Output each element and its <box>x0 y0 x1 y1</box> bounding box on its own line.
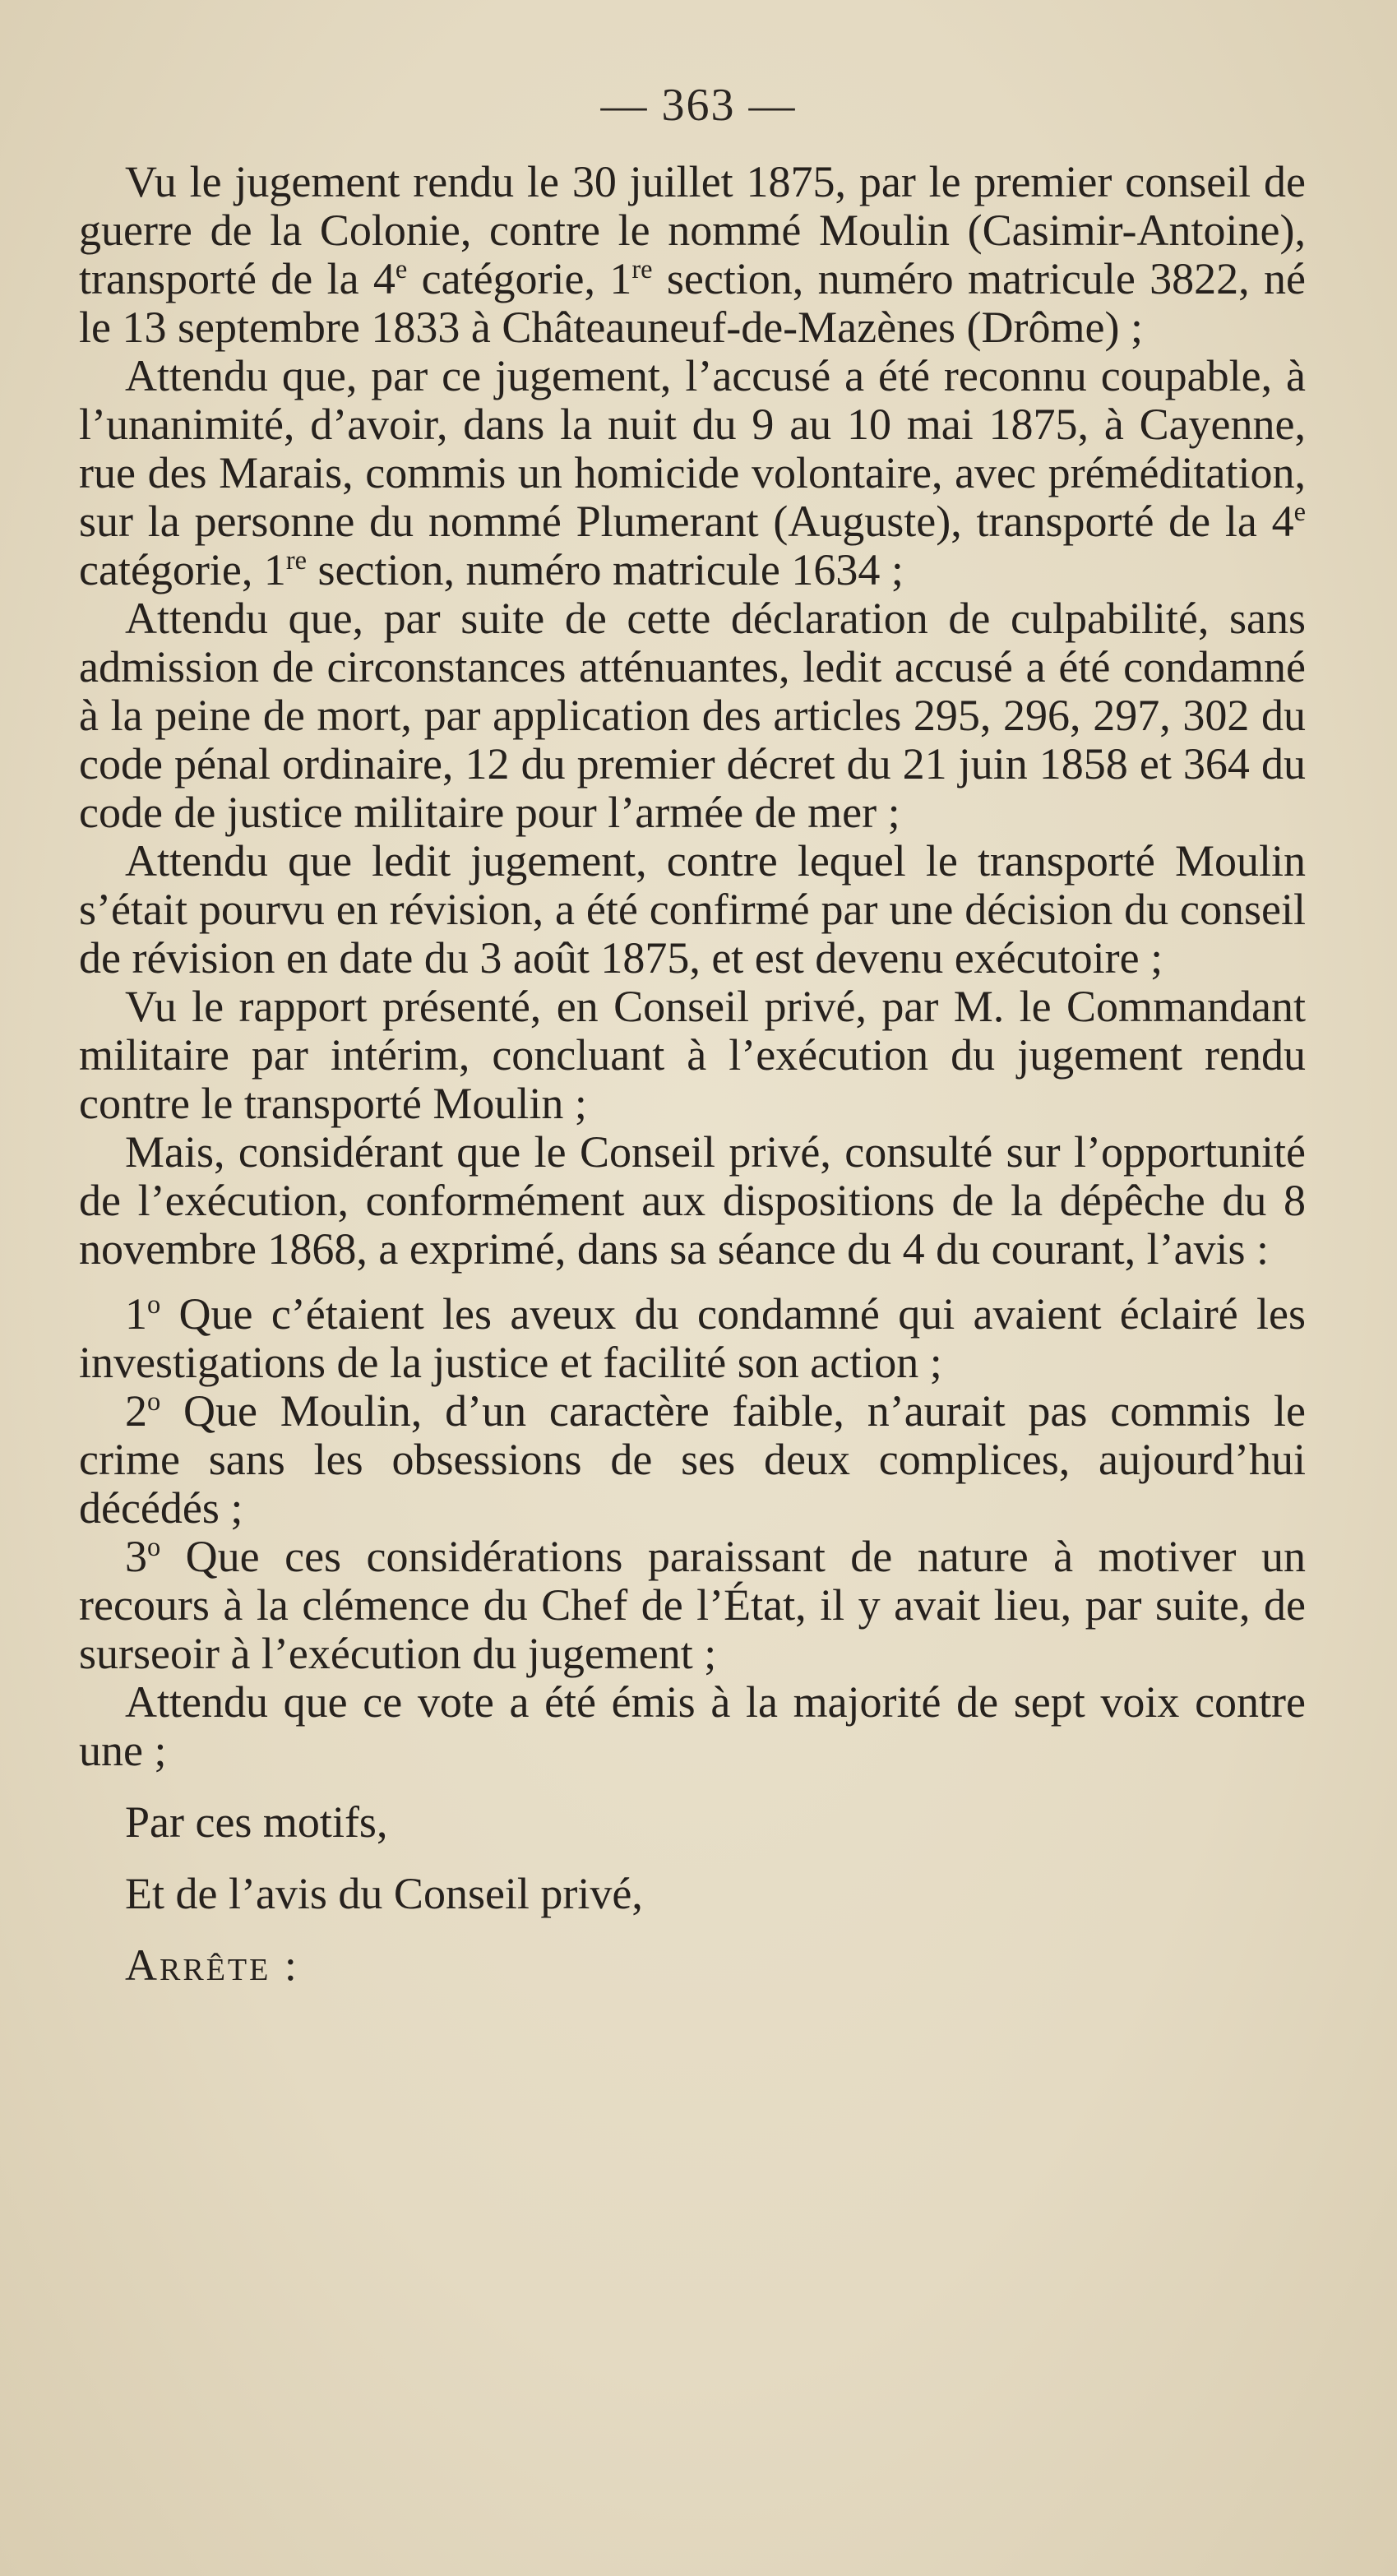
paragraph-attendu-vote: Attendu que ce vote a été émis à la majorité de sept voix contre une ; <box>79 1677 1306 1775</box>
paragraph-point-3 <box>79 1533 1306 1678</box>
paragraph-mais-considerant: Mais, considérant que le Conseil privé, consulté sur l’opportunité de l’exécution, conformément aux dispositions de la dépêche du 8 novembre 1868, a exprimé, dans sa séance du 4 du courant, l’avis : <box>79 1127 1306 1274</box>
paragraph-text: catégorie, 1 <box>79 545 286 594</box>
paragraph-attendu-revision: Attendu que ledit jugement, contre lequel le transporté Moulin s’était pourvu en révision, a été confirmé par une décision du conseil de révision en date du 3 août 1875, et est devenu exécutoire ; <box>79 836 1306 983</box>
paragraph-vu-rapport: Vu le rapport présenté, en Conseil privé, par M. le Commandant militaire par intérim, concluant à l’exécution du jugement rendu contre le transporté Moulin ; <box>79 982 1306 1128</box>
paragraph-point-1 <box>79 1290 1306 1387</box>
superscript: e <box>395 255 408 284</box>
item-number: 1 <box>125 1289 147 1339</box>
paragraph-vu-jugement <box>79 158 1306 352</box>
paragraph-avis-conseil: Et de l’avis du Conseil privé, <box>125 1869 643 1918</box>
paragraph-text: Vu le jugement rendu le 30 juillet 1875, par le premier conseil de guerre de la Colonie, contre le nommé Moulin (Casimir-Antoine), transporté de la 4 <box>79 157 1306 303</box>
paragraph-text: Attendu que, par ce jugement, l’accusé a été reconnu coupable, à l’unanimité, d’avoir, dans la nuit du 9 au 10 mai 1875, à Cayenne, rue des Marais, commis un homicide volontaire, avec préméditation, sur la personne du nommé Plumerant (Auguste), transporté de la 4 <box>79 351 1306 546</box>
paragraph-par-ces-motifs: Par ces motifs, <box>125 1797 388 1847</box>
superscript: re <box>631 255 653 284</box>
paragraph-text: Que Moulin, d’un caractère faible, n’aurait pas commis le crime sans les obsessions de ses deux complices, aujourd’hui décédés ; <box>79 1386 1306 1533</box>
paragraph-arrete: Arrête : <box>125 1940 299 1990</box>
paragraph-text: Que c’étaient les aveux du condamné qui avaient éclairé les investigations de la justice et facilité son action ; <box>79 1289 1306 1387</box>
paragraph-text: section, numéro matricule 3822, né le 13 septembre 1833 à Châteauneuf-de-Mazènes (Drôme) ; <box>79 254 1306 352</box>
item-number: 3 <box>125 1532 147 1581</box>
superscript: re <box>285 546 308 576</box>
paragraph-text: Que ces considérations paraissant de nature à motiver un recours à la clémence du Chef de l’État, il y avait lieu, par suite, de surseoir à l’exécution du jugement ; <box>79 1532 1306 1678</box>
paragraph-attendu-condamne: Attendu que, par suite de cette déclaration de culpabilité, sans admission de circonstances atténuantes, ledit accusé a été condamné à la peine de mort, par application des articles 295, 296, 297, 302 du code pénal ordinaire, 12 du premier décret du 21 juin 1858 et 364 du code de justice militaire pour l’armée de mer ; <box>79 594 1306 837</box>
superscript: e <box>1293 497 1306 527</box>
item-number: 2 <box>125 1386 147 1436</box>
page-number: — 363 — <box>600 80 797 131</box>
body-text <box>79 158 1306 1990</box>
paragraph-attendu-coupable <box>79 352 1306 594</box>
paragraph-text: section, numéro matricule 1634 ; <box>307 545 904 594</box>
paragraph-point-2 <box>79 1387 1306 1533</box>
superscript: o <box>147 1533 161 1562</box>
paragraph-text: catégorie, 1 <box>407 254 632 303</box>
superscript: o <box>147 1290 161 1320</box>
superscript: o <box>147 1387 161 1417</box>
